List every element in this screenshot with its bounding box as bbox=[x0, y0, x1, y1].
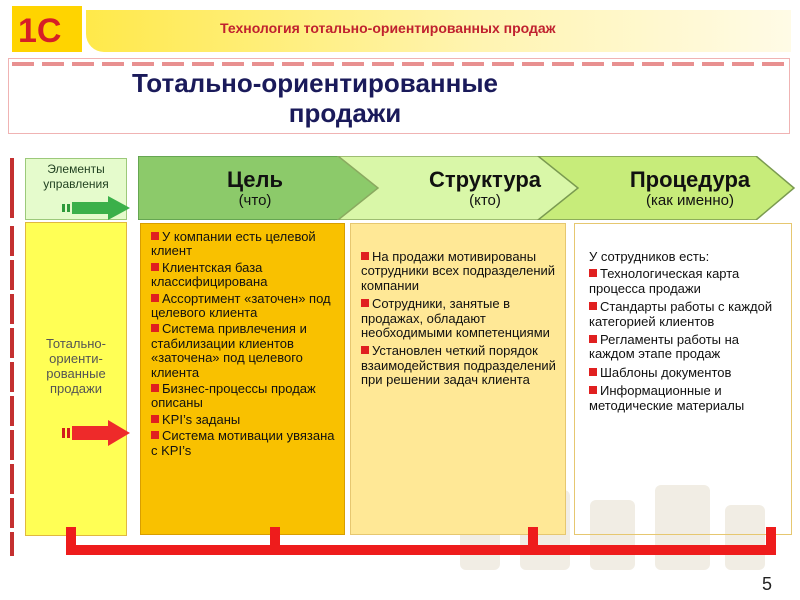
goal-item: KPI’s заданы bbox=[151, 413, 338, 427]
green-arrow-icon bbox=[62, 196, 132, 220]
structure-item: На продажи мотивированы сотрудники всех подразделений компании bbox=[361, 249, 556, 293]
goal-item: Ассортимент «заточен» под целевого клиента bbox=[151, 290, 331, 321]
page-title-line2: продажи bbox=[288, 98, 402, 128]
procedure-column bbox=[574, 223, 792, 535]
procedure-intro: У сотрудников есть: bbox=[589, 249, 710, 264]
bullet-icon bbox=[151, 294, 159, 302]
bullet-icon bbox=[589, 386, 597, 394]
bullet-icon bbox=[151, 415, 159, 423]
procedure-item: Информационные и методические материалы bbox=[589, 383, 745, 413]
chevron-structure-subtitle: (кто) bbox=[469, 192, 501, 209]
page-title bbox=[0, 68, 630, 128]
goal-item: Система мотивации увязана с KPI’s bbox=[151, 428, 335, 458]
chevron-structure-labels bbox=[390, 168, 580, 210]
chevron-goal-subtitle: (что) bbox=[238, 192, 272, 209]
procedure-item: Технологическая карта процесса продажи bbox=[589, 266, 740, 296]
bullet-icon bbox=[361, 346, 369, 354]
bullet-icon bbox=[361, 252, 369, 260]
bullet-icon bbox=[589, 302, 597, 310]
goal-item: Клиентская база классифицирована bbox=[151, 259, 268, 290]
bullet-icon bbox=[589, 269, 597, 277]
bullet-icon bbox=[151, 263, 159, 271]
chevron-goal-labels bbox=[160, 168, 350, 210]
header-title: Технология тотально-ориентированных продаж bbox=[220, 20, 556, 36]
procedure-item: Шаблоны документов bbox=[589, 366, 785, 380]
structure-column bbox=[350, 223, 566, 535]
red-arrow-icon bbox=[62, 420, 132, 446]
bullet-icon bbox=[151, 431, 159, 439]
goal-item: Система привлечения и стабилизации клиентов «заточена» под целевого клиента bbox=[151, 321, 307, 380]
bullet-icon bbox=[361, 299, 369, 307]
bullet-icon bbox=[151, 324, 159, 332]
page-number: 5 bbox=[762, 574, 773, 594]
chevron-procedure-subtitle: (как именно) bbox=[646, 192, 734, 209]
chevron-procedure-title: Процедура bbox=[629, 167, 751, 192]
chevron-structure-title: Структура bbox=[429, 167, 541, 192]
structure-item: Установлен четкий порядок взаимодействия подразделений при решении задач клиента bbox=[361, 343, 556, 388]
procedure-item: Регламенты работы на каждом этапе продаж bbox=[589, 332, 740, 362]
bullet-icon bbox=[589, 368, 597, 376]
bullet-icon bbox=[589, 335, 597, 343]
goal-item: У компании есть целевой клиент bbox=[151, 229, 316, 259]
elements-label: Элементы управления bbox=[43, 162, 109, 191]
structure-item: Сотрудники, занятые в продажах, обладают необходимыми компетенциями bbox=[361, 296, 550, 341]
row-label: Тотально-ориенти-рованные продажи bbox=[45, 336, 106, 396]
goal-item: Бизнес-процессы продаж описаны bbox=[151, 381, 316, 411]
bullet-icon bbox=[151, 384, 159, 392]
page-title-line1: Тотально-ориентированные bbox=[132, 68, 498, 98]
left-red-marker-dashed bbox=[10, 226, 14, 556]
title-frame-accent bbox=[12, 62, 786, 66]
goal-column bbox=[140, 223, 345, 535]
bottom-bracket bbox=[66, 525, 776, 559]
procedure-item: Стандарты работы с каждой категорией клиентов bbox=[589, 299, 773, 329]
chevron-procedure-labels bbox=[590, 168, 790, 210]
bullet-icon bbox=[151, 232, 159, 240]
1c-logo bbox=[12, 6, 82, 52]
left-red-marker bbox=[10, 158, 14, 218]
chevron-goal-title: Цель bbox=[226, 167, 284, 192]
svg-text:1С: 1С bbox=[18, 12, 62, 50]
